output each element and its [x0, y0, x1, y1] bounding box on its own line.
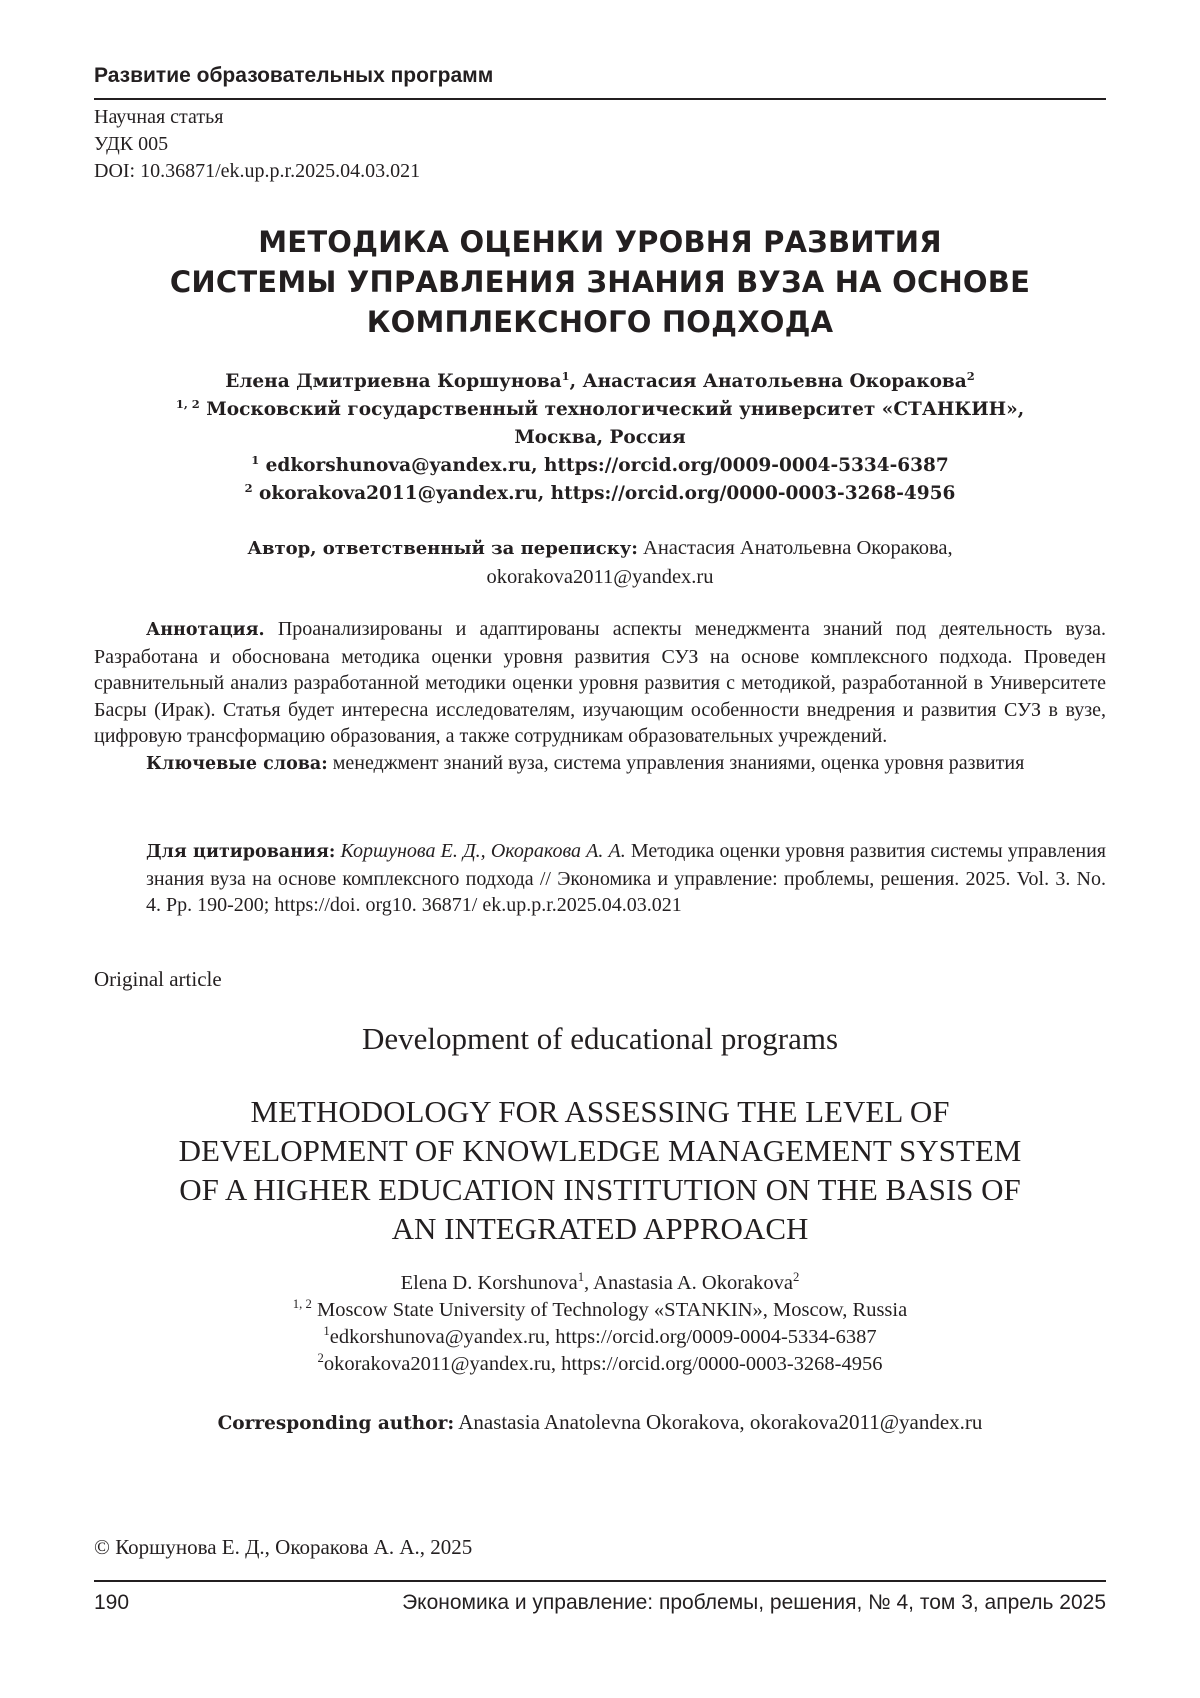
authors-block-en [94, 1270, 1106, 1378]
abstract-block-ru [94, 616, 1106, 777]
author-sup: 2 [966, 368, 975, 383]
doi: DOI: 10.36871/ek.up.p.r.2025.04.03.021 [94, 160, 421, 182]
article-type: Научная статья [94, 106, 224, 128]
citation-text: Методика оценки уровня развития системы управления знания вуза на основе комплексного подхода // Экономика и управление: проблемы, решения. 2025. Vol. 3. No. 4. Pp. 190-200; https://doi. org10. 36871/ ek.up.p.r.2025.04.03.021 [146, 840, 1106, 916]
citation-block [146, 838, 1106, 919]
affiliation-city-ru: Москва, Россия [514, 427, 686, 448]
contact-sup: 1 [323, 1324, 330, 1339]
author-name: Анастасия Анатольевна Окоракова [582, 371, 967, 392]
article-meta [94, 104, 420, 185]
corresponding-author-en [94, 1410, 1106, 1435]
abstract-label: Аннотация. [146, 620, 265, 640]
contact-sup: 2 [244, 480, 253, 495]
contact-1-en [94, 1324, 1106, 1351]
section-title-en: Development of educational programs [361, 1021, 839, 1056]
contact-2-ru: $^2$ okorakova2011@yandex.ru, https://orcid.org/0000-0003-3268-4956 [244, 480, 956, 504]
article-title-en [94, 1092, 1106, 1248]
title-ru-line: КОМПЛЕКСНОГО ПОДХОДА [366, 305, 834, 339]
author-names-en: Elena D. Korshunova$^1$, Anastasia A. Okorakova$^2$ [400, 1270, 800, 1294]
keywords-ru [94, 750, 1106, 778]
journal-info: Экономика и управление: проблемы, решения, № 4, том 3, апрель 2025 [402, 1591, 1106, 1614]
corresponding-author-ru [94, 534, 1106, 591]
orcid-link[interactable]: https://orcid.org/0000-0003-3268-4956 [550, 483, 956, 504]
abstract-text: Проанализированы и адаптированы аспекты менеджмента знаний под деятельность вуза. Разработана и обоснована методика оценки уровня развития СУЗ на основе комплексного подхода. Проведен сравнительный анализ разработанной методики оценки уровня развития с методикой, разработанной в Университете Басры (Ирак). Статья будет интересна исследователям, изучающим особенности внедрения и развития СУЗ в вузе, цифровую трансформацию образования, а также сотрудникам образовательных учреждений. [94, 618, 1106, 747]
page-number: 190 [94, 1591, 130, 1614]
author-name: Elena D. Korshunova [400, 1272, 578, 1294]
authors-block-ru [94, 368, 1106, 508]
email-link[interactable]: okorakova2011@yandex.ru [259, 483, 538, 504]
author-sup: 1 [561, 368, 570, 383]
citation-authors: Коршунова Е. Д., Окоракова А. А. [340, 840, 626, 862]
author-name: Елена Дмитриевна Коршунова [225, 371, 562, 392]
title-en-line: OF A HIGHER EDUCATION INSTITUTION ON THE BASIS OF [179, 1172, 1021, 1207]
keywords-label: Ключевые слова: [146, 753, 328, 774]
article-title-ru [94, 222, 1106, 342]
header-rule [94, 98, 1106, 100]
keywords-text: менеджмент знаний вуза, система управления знаниями, оценка уровня развития [332, 751, 1025, 774]
title-ru-line: МЕТОДИКА ОЦЕНКИ УРОВНЯ РАЗВИТИЯ [258, 225, 942, 259]
contact-sup: 2 [317, 1351, 324, 1366]
contact-sup: 1 [251, 452, 260, 467]
udk: УДК 005 [94, 133, 169, 155]
title-en-line: DEVELOPMENT OF KNOWLEDGE MANAGEMENT SYSTEM [178, 1133, 1022, 1168]
citation-label: Для цитирования: [146, 842, 336, 862]
author-sup: 1 [577, 1270, 585, 1285]
affiliation-sup: 1, 2 [292, 1297, 312, 1312]
corresponding-email[interactable]: okorakova2011@yandex.ru [486, 566, 714, 588]
contact-text[interactable]: edkorshunova@yandex.ru, https://orcid.org/0009-0004-5334-6387 [329, 1326, 877, 1348]
corresponding-name: Анастасия Анатольевна Окоракова, [643, 537, 953, 559]
affiliation-en [94, 1297, 1106, 1324]
footer-rule [94, 1580, 1106, 1582]
author-names-ru: Елена Дмитриевна Коршунова$^1$, Анастасия Анатольевна Окоракова$^2$ [225, 368, 975, 392]
orcid-link[interactable]: https://orcid.org/0009-0004-5334-6387 [544, 455, 949, 476]
contact-2-en [94, 1351, 1106, 1378]
affiliation-text: Московский государственный технологический университет «СТАНКИН», [206, 399, 1025, 420]
affiliation-sup: 1, 2 [175, 396, 200, 411]
title-ru-line: СИСТЕМЫ УПРАВЛЕНИЯ ЗНАНИЯ ВУЗА НА ОСНОВЕ [169, 265, 1031, 299]
author-name: Anastasia A. Okorakova [593, 1272, 793, 1294]
article-type-en: Original article [94, 967, 222, 991]
corresponding-label: Автор, ответственный за переписку: [247, 538, 638, 559]
affiliation-text: Moscow State University of Technology «STANKIN», Moscow, Russia [316, 1299, 908, 1321]
abstract-ru [94, 616, 1106, 750]
author-sup: 2 [793, 1270, 800, 1285]
copyright-notice: © Коршунова Е. Д., Окоракова А. А., 2025 [94, 1535, 473, 1559]
title-en-line: AN INTEGRATED APPROACH [391, 1211, 809, 1246]
contact-1-ru: $^1$ edkorshunova@yandex.ru, https://orcid.org/0009-0004-5334-6387 [251, 452, 949, 476]
corresponding-text: Anastasia Anatolevna Okorakova, okorakova2011@yandex.ru [458, 1410, 983, 1434]
title-en-line: METHODOLOGY FOR ASSESSING THE LEVEL OF [250, 1094, 950, 1129]
email-link[interactable]: edkorshunova@yandex.ru [265, 455, 532, 476]
corresponding-label: Corresponding author: [217, 1413, 455, 1434]
contact-text[interactable]: okorakova2011@yandex.ru, https://orcid.org/0000-0003-3268-4956 [323, 1353, 883, 1375]
running-section-header: Развитие образовательных программ [94, 64, 494, 87]
affiliation-ru [94, 396, 1106, 424]
